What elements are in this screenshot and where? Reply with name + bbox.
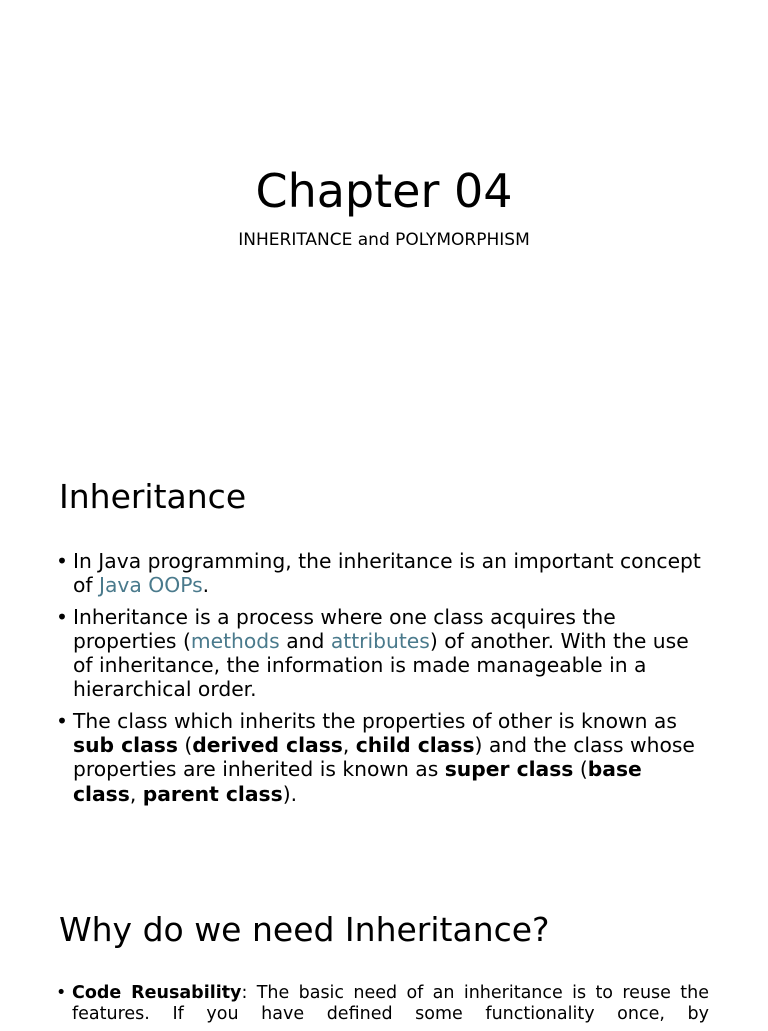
term-sub-class: sub class [73, 733, 178, 758]
term-parent-class: parent class [142, 781, 283, 806]
bullet-item: • Code Reusability: The basic need of an inheritance is to reuse the features. If you have defined some functionality once, by [56, 983, 709, 1024]
inheritance-slide [0, 430, 768, 880]
bullet-list [56, 549, 712, 813]
bullet-icon: • [56, 549, 68, 573]
bullet-item: • Inheritance is a process where one class acquires the properties (methods and attributes) of another. With the use of inheritance, the information is made manageable in a hierarchical order. [56, 604, 689, 702]
term-derived-class: derived class [192, 733, 343, 758]
slide-heading: Why do we need Inheritance? [59, 910, 550, 949]
why-inheritance-slide [0, 880, 768, 1024]
slide-title: Chapter 04 [255, 164, 513, 218]
slide-heading: Inheritance [59, 477, 247, 516]
title-slide [0, 0, 768, 430]
bullet-icon: • [56, 983, 67, 1003]
term-code-reusability: Code Reusability [72, 983, 242, 1003]
bullet-item: • The class which inherits the properties of other is known as sub class (derived class, child class) and the class whose properties are inherited is known as super class (base class, parent class). [56, 708, 695, 806]
methods-link[interactable]: methods [190, 628, 280, 653]
term-child-class: child class [355, 733, 475, 758]
attributes-link[interactable]: attributes [330, 628, 430, 653]
bullet-item: • In Java programming, the inheritance is an important concept of Java OOPs. [56, 549, 701, 598]
java-oops-link[interactable]: Java OOPs [99, 573, 203, 598]
term-base-class: base class [73, 757, 642, 806]
bullet-icon: • [56, 604, 68, 629]
term-super-class: super class [444, 757, 574, 782]
bullet-icon: • [56, 708, 68, 733]
slide-subtitle: INHERITANCE and POLYMORPHISM [238, 230, 530, 250]
